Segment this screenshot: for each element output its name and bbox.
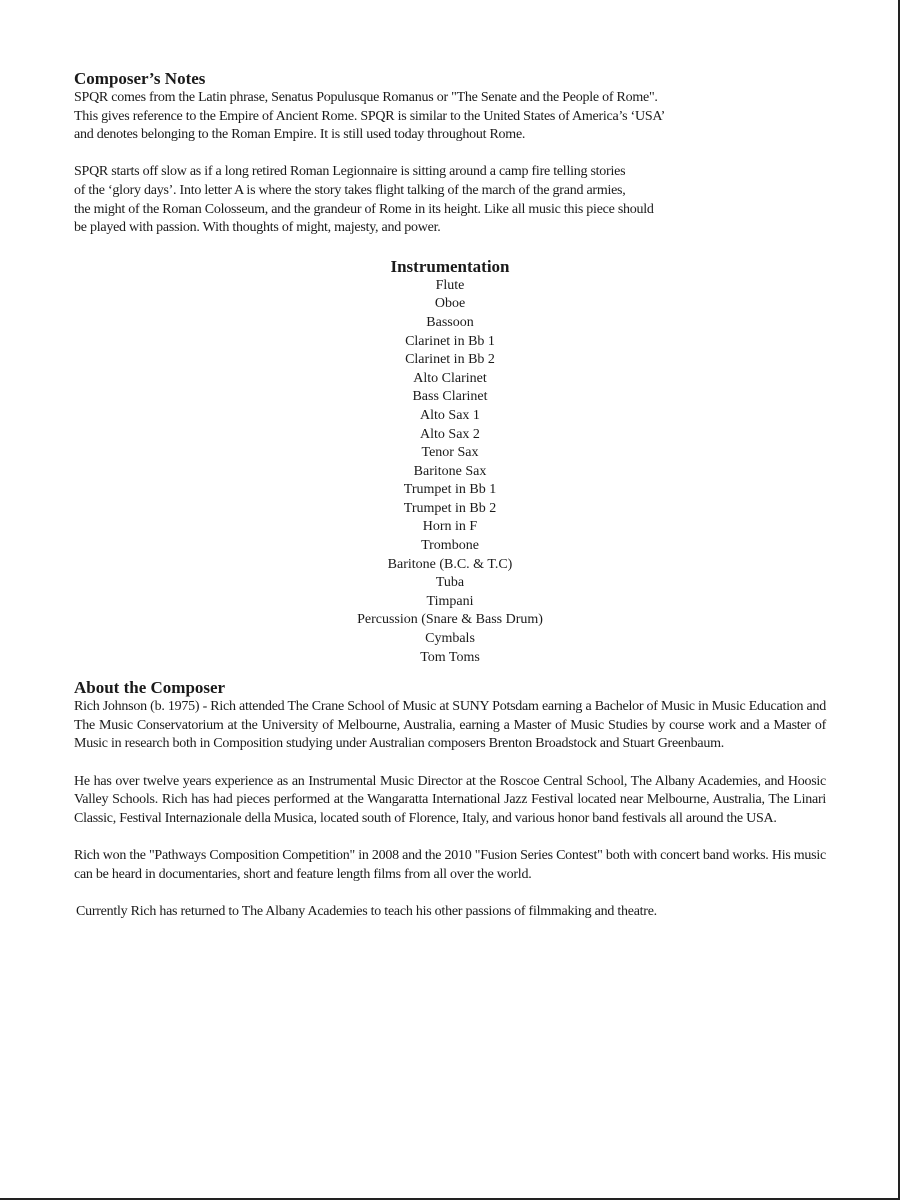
about-composer-heading: About the Composer <box>74 678 226 698</box>
instrument-item: Alto Sax 2 <box>420 426 480 442</box>
instrument-item: Alto Clarinet <box>413 370 487 386</box>
composer-notes-paragraph-1 <box>74 89 826 145</box>
notes-line: of the ‘glory days’. Into letter A is where the story takes flight talking of the march of the grand armies, <box>74 182 626 198</box>
instrument-item: Baritone Sax <box>413 463 487 479</box>
instrument-item: Percussion (Snare & Bass Drum) <box>357 612 543 628</box>
notes-line: be played with passion. With thoughts of might, majesty, and power. <box>74 220 441 236</box>
notes-line: the might of the Roman Colosseum, and the grandeur of Rome in its height. Like all music this piece should <box>74 201 654 217</box>
instrument-item: Clarinet in Bb 1 <box>405 333 495 349</box>
instrument-list <box>74 277 826 667</box>
instrument-item: Tuba <box>435 575 465 591</box>
instrument-item: Trumpet in Bb 1 <box>403 482 497 498</box>
instrument-item: Tenor Sax <box>421 445 479 461</box>
composer-notes-section <box>74 68 826 238</box>
instrument-item: Cymbals <box>425 631 475 647</box>
notes-line: and denotes belonging to the Roman Empire. It is still used today throughout Rome. <box>74 127 526 143</box>
instrument-item: Horn in F <box>422 519 478 535</box>
notes-line: SPQR comes from the Latin phrase, Senatus Populusque Romanus or "The Senate and the People of Rome". <box>74 90 658 105</box>
about-paragraph-2: He has over twelve years experience as an Instrumental Music Director at the Roscoe Central School, The Albany Academies, and Hoosic Valley Schools. Rich has had pieces performed at the Wangaratta International Jazz Festival located near Melbourne, Australia, The Linari Classic, Festival Internazionale della Musica, located south of Florence, Italy, and various honor band festivals all around the USA. <box>74 773 826 826</box>
about-paragraph-4: Currently Rich has returned to The Albany Academies to teach his other passions of filmmaking and theatre. <box>76 903 657 919</box>
instrument-item: Alto Sax 1 <box>420 407 480 423</box>
instrumentation-section <box>74 256 826 667</box>
instrument-item: Baritone (B.C. & T.C) <box>387 556 513 572</box>
instrument-item: Trumpet in Bb 2 <box>403 500 497 516</box>
instrument-item: Tom Toms <box>420 649 480 665</box>
about-paragraph-3: Rich won the "Pathways Composition Competition" in 2008 and the 2010 "Fusion Series Contest" both with concert band works. His music can be heard in documentaries, short and feature length films from all over the world. <box>74 847 826 882</box>
instrument-item: Trombone <box>421 538 479 554</box>
composer-notes-paragraph-2 <box>74 163 826 237</box>
instrument-item: Timpani <box>426 593 474 609</box>
about-composer-section <box>74 677 826 921</box>
instrument-item: Bassoon <box>426 314 474 330</box>
instrumentation-heading: Instrumentation <box>390 256 510 276</box>
notes-line: This gives reference to the Empire of Ancient Rome. SPQR is similar to the United States of America’s ‘USA’ <box>74 108 666 124</box>
about-paragraph-1: Rich Johnson (b. 1975) - Rich attended The Crane School of Music at SUNY Potsdam earning a Bachelor of Music in Music Education and The Music Conservatorium at the University of Melbourne, Australia, earning a Master of Music Studies by course work and a Master of Music in research both in Composition studying under Australian composers Brenton Broadstock and Stuart Greenbaum. <box>74 699 826 752</box>
notes-line: SPQR starts off slow as if a long retired Roman Legionnaire is sitting around a camp fire telling stories <box>74 164 626 180</box>
instrument-item: Flute <box>435 277 465 293</box>
page-content <box>74 68 826 921</box>
instrument-item: Bass Clarinet <box>412 389 488 405</box>
instrument-item: Oboe <box>434 296 466 312</box>
instrument-item: Clarinet in Bb 2 <box>405 352 495 368</box>
composer-notes-heading: Composer’s Notes <box>74 69 206 88</box>
